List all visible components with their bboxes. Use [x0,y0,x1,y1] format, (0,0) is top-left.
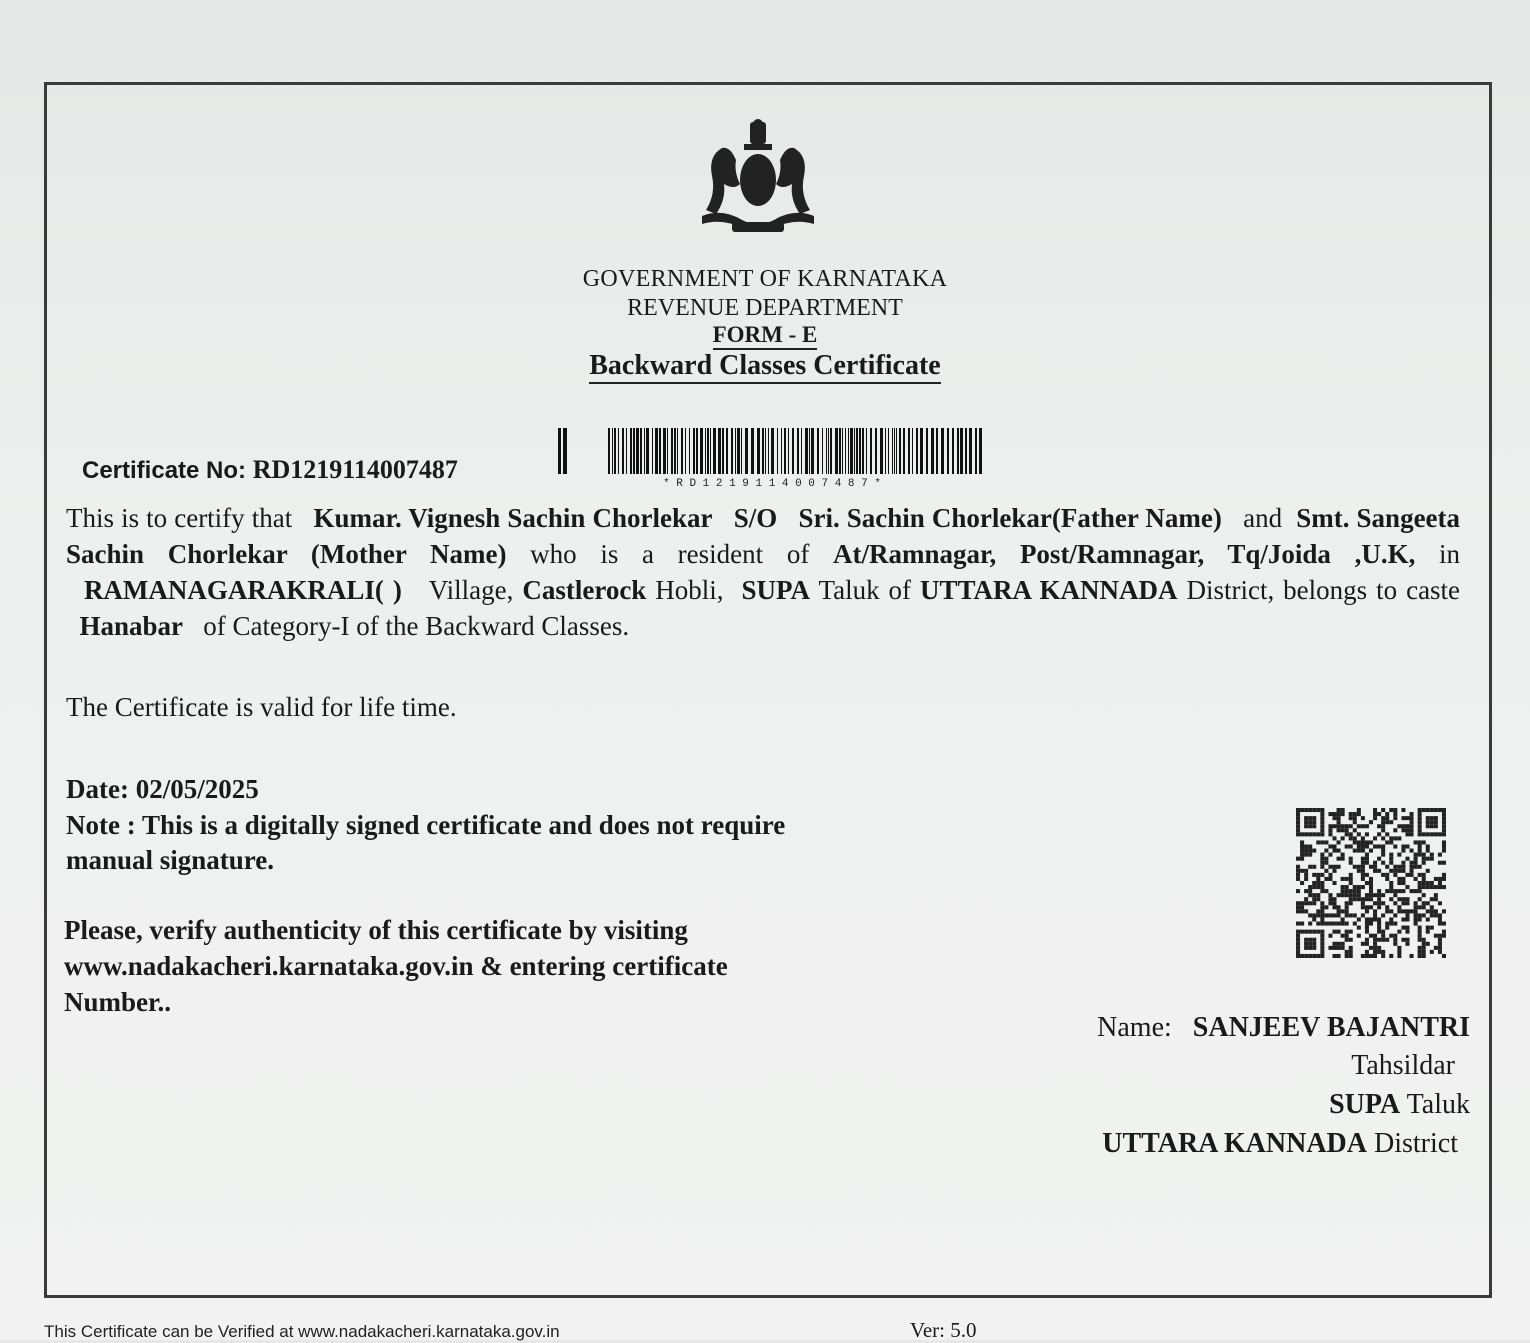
header-department: REVENUE DEPARTMENT [627,295,903,321]
village: RAMANAGARAKRALI( ) [83,575,402,605]
barcode-icon [558,428,988,488]
signatory-district-name: UTTARA KANNADA [1102,1128,1367,1159]
body-text-3: in [1439,539,1461,569]
hobli: Castlerock [522,575,647,605]
body-text-8: of Category-I of the Backward Classes. [203,611,630,641]
applicant-name: Kumar. Vignesh Sachin Chorlekar [313,503,713,533]
taluk: SUPA [741,575,811,605]
issue-date: Date: 02/05/2025 [66,774,259,804]
body-text-6: Taluk of [818,575,912,605]
certificate-number [82,455,458,485]
body-text-4: Village, [428,575,514,605]
signatory-designation: Tahsildar [1351,1050,1455,1081]
certificate-number-value: RD1219114007487 [252,455,458,484]
body-text-1: This is to certify that [66,503,293,533]
footer-version: Ver: 5.0 [910,1318,977,1342]
header-government: GOVERNMENT OF KARNATAKA [582,266,948,292]
caste: Hanabar [79,611,184,641]
signatory-district [1102,1128,1458,1160]
verify-instructions: Please, verify authenticity of this certificate by visiting www.nadakacheri.karnataka.gov.in & entering certificate Number.. [64,915,728,1017]
body-text-2: who is a resident of [530,539,810,569]
signatory-taluk-name: SUPA [1329,1089,1401,1120]
page-title [0,350,1530,382]
signatory-name-label: Name: [1097,1012,1172,1043]
form-label: FORM - E [713,322,818,350]
body-and: and [1243,503,1283,533]
certificate-title: Backward Classes Certificate [589,350,940,384]
father-name: Sri. Sachin Chorlekar(Father Name) [798,503,1222,533]
barcode-text: * R D 1 2 1 9 1 1 4 0 0 7 4 8 7 * [663,478,881,488]
certificate-number-label: Certificate No: [82,457,247,484]
validity-text: The Certificate is valid for life time. [66,692,457,722]
signatory-taluk-suffix: Taluk [1406,1089,1470,1120]
signatory-taluk [1329,1089,1470,1121]
footer-verify-text: This Certificate can be Verified at www.nadakacheri.karnataka.gov.in [44,1322,560,1341]
certificate-border [44,82,1492,1298]
signatory-name-value: SANJEEV BAJANTRI [1192,1012,1470,1043]
signatory-district-suffix: District [1374,1128,1458,1159]
state-emblem-icon [692,118,824,236]
address: At/Ramnagar, Post/Ramnagar, Tq/Joida ,U.K, [833,539,1416,569]
body-text-7: District, belongs to caste [1186,575,1461,605]
body-text-5: Hobli, [655,575,724,605]
certificate-body [66,500,1460,644]
relation-so: S/O [733,503,778,533]
district: UTTARA KANNADA [920,575,1178,605]
signatory-name [1097,1012,1470,1044]
mother-name: Smt. Sangeeta Sachin Chorlekar (Mother Name) [66,503,1461,569]
digital-signature-note: Note : This is a digitally signed certificate and does not require manual signature. [66,810,786,875]
header-form [0,322,1530,348]
qr-code-icon [1296,808,1446,958]
